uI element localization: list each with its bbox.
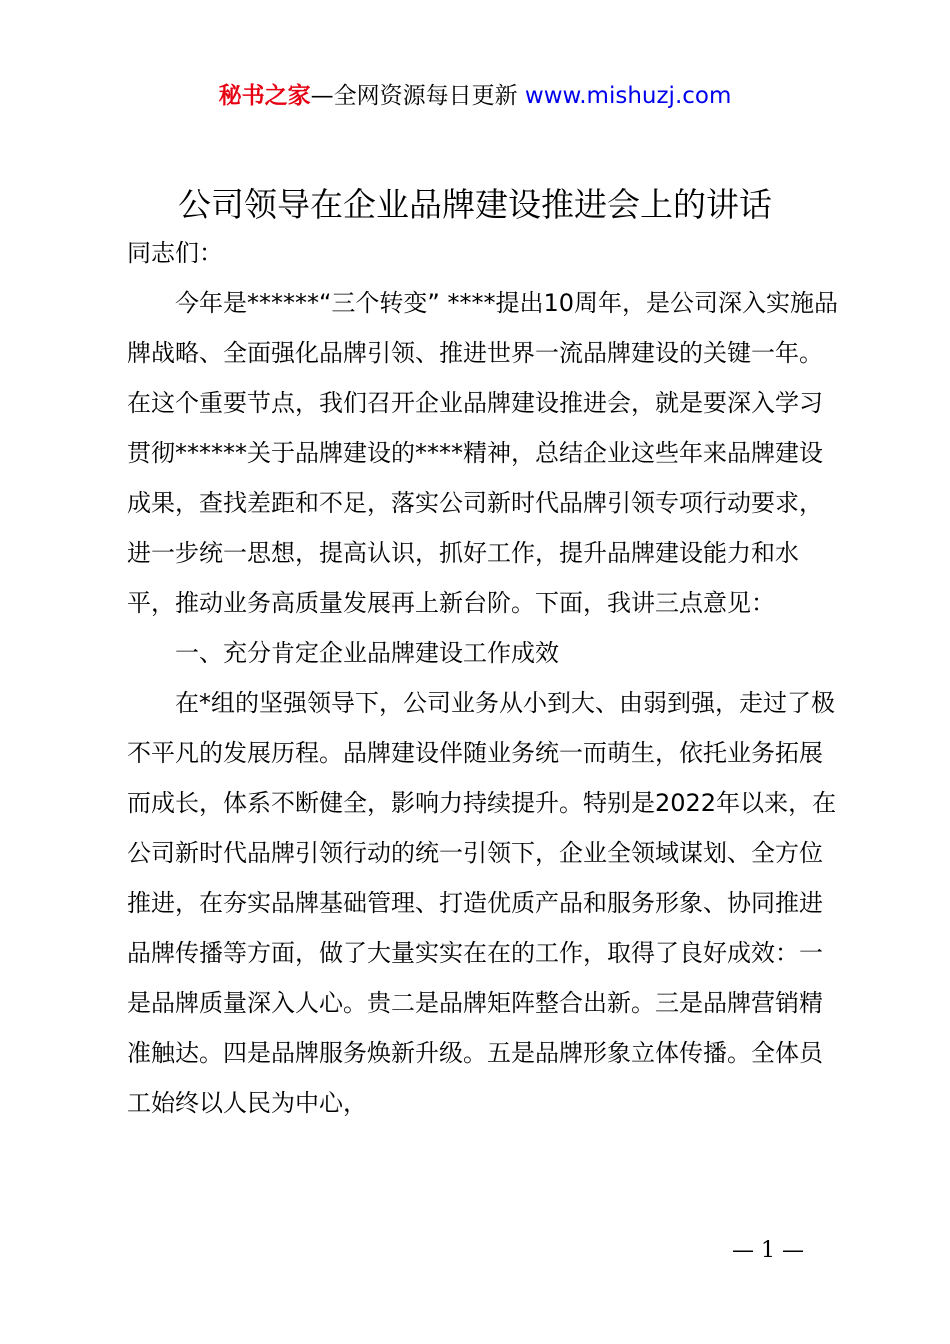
site-brand: 秘书之家 xyxy=(218,83,311,109)
salutation: 同志们： xyxy=(127,239,223,267)
document-body xyxy=(127,228,842,1128)
section-heading: 一、充分肯定企业品牌建设工作成效 xyxy=(175,639,559,667)
document-title: 公司领导在企业品牌建设推进会上的讲话 xyxy=(178,185,772,224)
site-tagline: —全网资源每日更新 xyxy=(310,83,525,109)
site-header xyxy=(0,80,950,112)
section-paragraph: 在*组的坚强领导下，公司业务从小到大、由弱到强，走过了极不平凡的发展历程。品牌建设伴随业务统一而萌生，依托业务拓展而成长，体系不断健全，影响力持续提升。特别是2022年以来，在公司新时代品牌引领行动的统一引领下，企业全领域谋划、全方位推进，在夯实品牌基础管理、打造优质产品和服务形象、协同推进品牌传播等方面，做了大量实实在在的工作，取得了良好成效：一是品牌质量深入人心。贵二是品牌矩阵整合出新。三是品牌营销精准触达。四是品牌服务焕新升级。五是品牌形象立体传播。全体员工始终以人民为中心， xyxy=(127,689,837,1117)
site-url-link[interactable]: www.mishuzj.com xyxy=(524,83,732,109)
page-number: — 1 — xyxy=(732,1238,804,1263)
intro-paragraph: 今年是******“三个转变” ****提出10周年，是公司深入实施品牌战略、全面强化品牌引领、推进世界一流品牌建设的关键一年。在这个重要节点，我们召开企业品牌建设推进会，就是要深入学习贯彻******关于品牌建设的****精神，总结企业这些年来品牌建设成果，查找差距和不足，落实公司新时代品牌引领专项行动要求，进一步统一思想，提高认识，抓好工作，提升品牌建设能力和水平，推动业务高质量发展再上新台阶。下面，我讲三点意见： xyxy=(127,289,839,617)
